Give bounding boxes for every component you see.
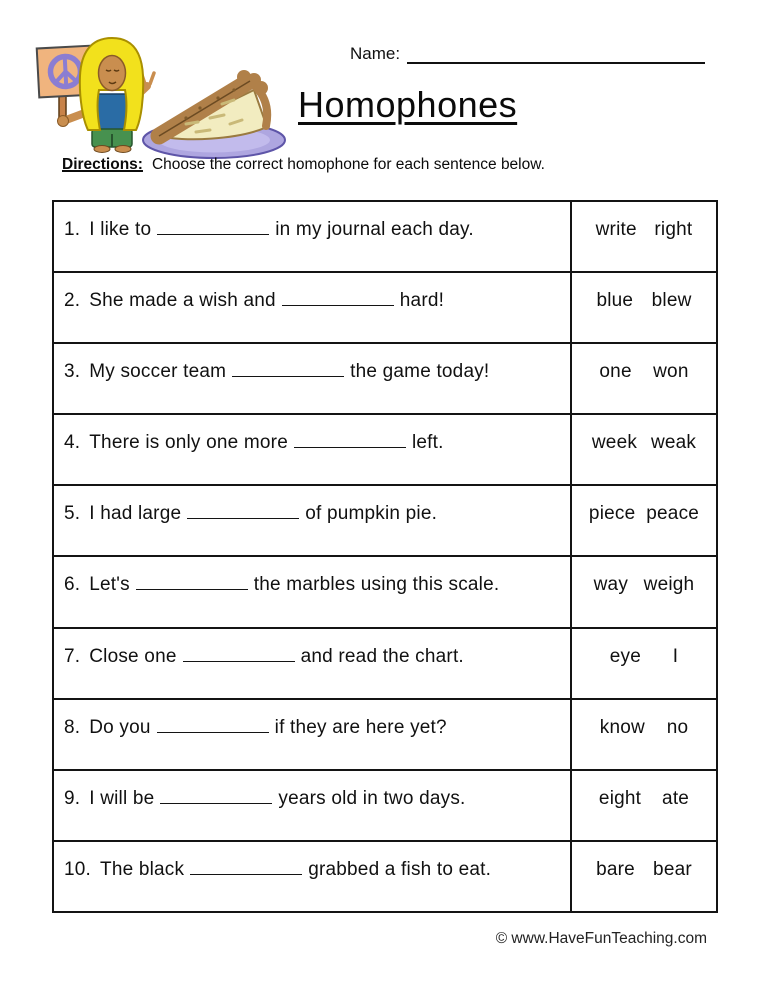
option-word: bare — [596, 858, 635, 880]
sentence-before: There is only one more — [89, 432, 288, 454]
option-word: peace — [646, 503, 700, 525]
table-row-5 — [54, 486, 716, 557]
sentence-cell — [54, 842, 572, 911]
options-cell — [572, 273, 716, 342]
option-word: eye — [609, 645, 641, 667]
sentence-cell — [54, 202, 572, 271]
option-word: blew — [651, 290, 692, 312]
sentence-before: Close one — [89, 645, 177, 667]
answer-blank — [183, 647, 295, 662]
option-word: way — [593, 574, 629, 596]
sentence-before: My soccer team — [89, 361, 227, 383]
sentence-cell — [54, 486, 572, 555]
sentence-after: the marbles using this scale. — [253, 574, 500, 596]
sentence-after: of pumpkin pie. — [305, 503, 438, 525]
answer-blank — [190, 860, 302, 875]
option-word: piece — [588, 503, 636, 525]
option-word: ate — [662, 787, 690, 809]
sentence-number: 6. — [64, 574, 81, 596]
homophone-table — [52, 200, 718, 913]
options-cell — [572, 415, 716, 484]
options-cell — [572, 700, 716, 769]
sentence-after: and read the chart. — [300, 645, 464, 667]
sentence-after: the game today! — [350, 361, 490, 383]
sentence-cell — [54, 557, 572, 626]
sentence-after: in my journal each day. — [275, 219, 474, 240]
sentence-after: years old in two days. — [278, 787, 466, 809]
sentence-cell — [54, 771, 572, 840]
sentence-number: 2. — [64, 290, 81, 312]
options-cell — [572, 344, 716, 413]
sentence-after: if they are here yet? — [274, 716, 447, 738]
table-row-1 — [54, 202, 716, 273]
answer-blank — [282, 291, 394, 306]
sentence-before: I will be — [89, 787, 155, 809]
option-word: blue — [596, 290, 634, 312]
table-row-3 — [54, 344, 716, 415]
directions — [62, 156, 545, 174]
sentence-after: left. — [411, 432, 444, 454]
answer-blank — [232, 362, 344, 377]
copyright-footer: © www.HaveFunTeaching.com — [495, 930, 707, 947]
sentence-after: grabbed a fish to eat. — [308, 858, 492, 880]
name-fill-line — [407, 46, 705, 64]
page-title: Homophones — [298, 84, 518, 125]
sentence-after: hard! — [399, 290, 445, 312]
sentence-cell — [54, 629, 572, 698]
options-cell — [572, 771, 716, 840]
option-word: week — [591, 432, 638, 454]
sentence-cell — [54, 273, 572, 342]
answer-blank — [160, 789, 272, 804]
options-cell — [572, 486, 716, 555]
answer-blank — [294, 433, 406, 448]
options-cell — [572, 629, 716, 698]
option-word: no — [666, 716, 689, 738]
pie-slice-icon — [138, 56, 290, 162]
directions-text: Choose the correct homophone for each sentence below. — [151, 156, 545, 173]
sentence-number: 3. — [64, 361, 81, 383]
table-row-4 — [54, 415, 716, 486]
table-row-7 — [54, 629, 716, 700]
sentence-number: 4. — [64, 432, 81, 454]
pie-slice-illustration — [138, 56, 290, 167]
option-word: weigh — [643, 574, 695, 596]
option-word: right — [654, 219, 693, 240]
name-row — [350, 44, 705, 64]
option-word: one — [599, 361, 632, 383]
answer-blank — [187, 504, 299, 519]
table-row-6 — [54, 557, 716, 628]
sentence-number: 9. — [64, 787, 81, 809]
sentence-before: The black — [100, 858, 185, 880]
answer-blank — [157, 220, 269, 235]
option-word: eight — [598, 787, 642, 809]
option-word: bear — [653, 858, 692, 880]
sentence-number: 8. — [64, 716, 81, 738]
sentence-number: 7. — [64, 645, 81, 667]
options-cell — [572, 842, 716, 911]
table-row-9 — [54, 771, 716, 842]
sentence-number: 1. — [64, 219, 81, 240]
sentence-cell — [54, 344, 572, 413]
answer-blank — [157, 718, 269, 733]
table-row-8 — [54, 700, 716, 771]
sentence-number: 10. — [64, 858, 92, 880]
table-row-2 — [54, 273, 716, 344]
sentence-cell — [54, 415, 572, 484]
sentence-cell — [54, 700, 572, 769]
option-word: write — [595, 219, 637, 240]
table-row-10 — [54, 842, 716, 911]
option-word: weak — [650, 432, 697, 454]
options-cell — [572, 202, 716, 271]
sentence-before: I had large — [89, 503, 182, 525]
directions-label: Directions: — [62, 156, 143, 173]
sentence-before: Do you — [89, 716, 151, 738]
option-word: I — [672, 645, 679, 667]
name-label: Name: — [350, 44, 401, 63]
sentence-before: She made a wish and — [89, 290, 276, 312]
options-cell — [572, 557, 716, 626]
sentence-before: Let's — [89, 574, 130, 596]
option-word: won — [653, 361, 689, 383]
answer-blank — [136, 575, 248, 590]
sentence-number: 5. — [64, 503, 81, 525]
sentence-before: I like to — [89, 219, 152, 240]
option-word: know — [599, 716, 645, 738]
